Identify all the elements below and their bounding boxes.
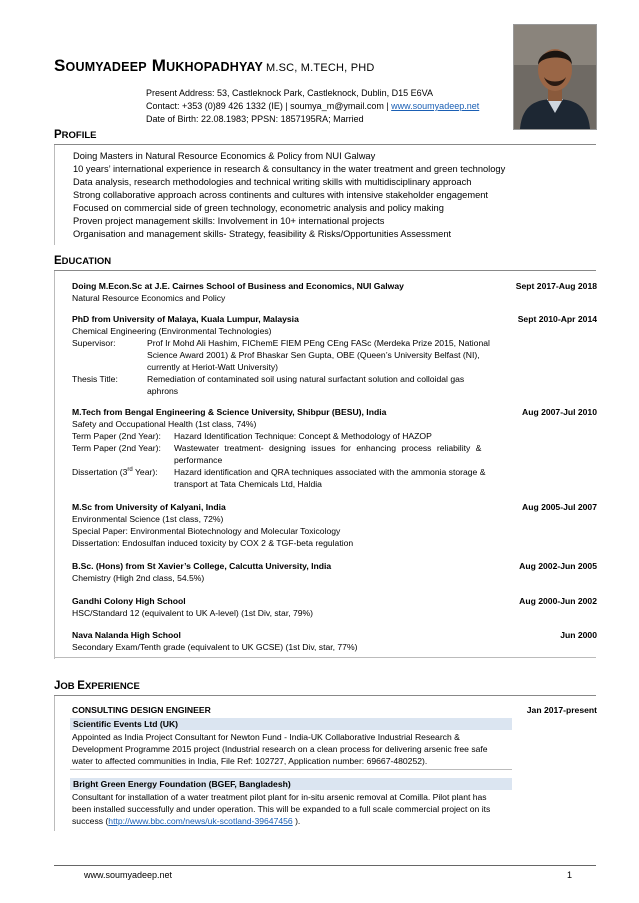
edu-msc-line: Dissertation: Endosulfan induced toxicity by COX 2 & TGF-beta regulation	[72, 538, 354, 548]
edu-phd-supervisor: Prof Ir Mohd Ali Hashim, FIChemE FIEM PEng CEng FASc (Merdeka Prize 2015, National	[147, 338, 490, 348]
bbc-news-link[interactable]: http://www.bbc.com/news/uk-scotland-39647456	[108, 816, 293, 826]
edu-phd-title: PhD from University of Malaya, Kuala Lumpur, Malaysia	[72, 314, 299, 324]
org2-line: Consultant for installation of a water treatment pilot plant for in-situ arsenic removal at Comilla. Pilot plant has	[72, 792, 487, 802]
edu-msc-date: Aug 2005-Jul 2007	[522, 502, 597, 512]
education-side-rule	[54, 271, 55, 659]
contact-line: Contact: +353 (0)89 426 1332 (IE) | soumya_m@ymail.com | www.soumyadeep.net	[146, 101, 480, 111]
date-of-birth: Date of Birth: 22.08.1983; PPSN: 1857195RA; Married	[146, 114, 364, 124]
edu-mtech-diss: transport at Tata Chemicals Ltd, Haldia	[174, 479, 322, 489]
jobs-side-rule	[54, 696, 55, 831]
profile-line: 10 years’ international experience in research & consultancy in the water treatment and green technology	[73, 164, 506, 174]
profile-line: Proven project management skills: Involvement in 10+ international projects	[73, 216, 385, 226]
org2-line: success (http://www.bbc.com/news/uk-scotland-39647456 ).	[72, 816, 301, 826]
jobs-rule	[54, 695, 596, 696]
edu-msc-line: Special Paper: Environmental Biotechnology and Molecular Toxicology	[72, 526, 341, 536]
website-link[interactable]: www.soumyadeep.net	[391, 101, 480, 111]
education-end-rule	[54, 657, 596, 658]
edu-hsc-sub: HSC/Standard 12 (equivalent to UK A-level) (1st Div, star, 79%)	[72, 608, 314, 618]
edu-phd-thesis: Remediation of contaminated soil using natural surfactant solution and colloidal gas	[147, 374, 465, 384]
education-heading: EDUCATION	[54, 255, 112, 267]
org1-line: Development Programme 2015 project (Industrial research on a clean process for delivering arsenic free safe	[72, 744, 488, 754]
edu-mtech-tp2: performance	[174, 455, 223, 465]
edu-phd-thesis: aphrons	[147, 386, 179, 396]
profile-side-rule	[54, 145, 55, 245]
edu-bsc-title: B.Sc. (Hons) from St Xavier’s College, Calcutta University, India	[72, 561, 332, 571]
edu-hsc-title: Gandhi Colony High School	[72, 596, 186, 606]
edu-mtech-diss: Hazard identification and QRA techniques associated with the ammonia storage &	[174, 467, 486, 477]
edu-phd-thesis-label: Thesis Title:	[72, 374, 118, 384]
edu-bsc-sub: Chemistry (High 2nd class, 54.5%)	[72, 573, 205, 583]
edu-mtech-diss-label: Dissertation (3rd Year):	[72, 467, 158, 477]
footer-rule	[54, 865, 596, 866]
edu-mtech-title: M.Tech from Bengal Engineering & Science University, Shibpur (BESU), India	[72, 407, 387, 417]
org1-name: Scientific Events Ltd (UK)	[73, 719, 179, 729]
profile-photo	[513, 24, 597, 130]
edu-phd-supervisor: currently at Heriot-Watt University)	[147, 362, 278, 372]
degrees: M.SC, M.TECH, PHD	[266, 62, 375, 74]
profile-line: Strong collaborative approach across continents and cultures with intensive stakeholder engagement	[73, 190, 488, 200]
edu-mtech-sub: Safety and Occupational Health (1st class, 74%)	[72, 419, 257, 429]
edu-sec-title: Nava Nalanda High School	[72, 630, 181, 640]
profile-line: Focused on commercial side of green technology, econometric analysis and policy making	[73, 203, 444, 213]
job-date: Jan 2017-present	[526, 705, 597, 715]
profile-heading: PROFILE	[54, 129, 97, 141]
edu-sec-sub: Secondary Exam/Tenth grade (equivalent to UK GCSE) (1st Div, star, 77%)	[72, 642, 358, 652]
edu-phd-sub: Chemical Engineering (Environmental Technologies)	[72, 326, 272, 336]
edu-bsc-date: Aug 2002-Jun 2005	[519, 561, 597, 571]
jobs-heading: JOB EXPERIENCE	[54, 680, 140, 692]
edu-mtech-tp2: Wastewater treatment- designing issues for enhancing process reliability &	[174, 443, 482, 453]
candidate-name: SOUMYADEEP MUKHOPADHYAY M.SC, M.TECH, PHD	[54, 56, 375, 75]
edu-phd-supervisor: Science Award 2001) & Prof Bhaskar Sen Gupta, OBE (Queen’s University Belfast (NI),	[147, 350, 480, 360]
footer-website: www.soumyadeep.net	[84, 870, 173, 880]
edu-msc-title: M.Sc from University of Kalyani, India	[72, 502, 226, 512]
profile-line: Organisation and management skills- Strategy, feasibility & Risks/Opportunities Assessment	[73, 229, 452, 239]
education-rule	[54, 270, 596, 271]
profile-line: Data analysis, research methodologies and technical writing skills with multidisciplinary approach	[73, 177, 472, 187]
org2-name: Bright Green Energy Foundation (BGEF, Bangladesh)	[73, 779, 291, 789]
org1-end-rule	[70, 769, 512, 770]
edu-phd-supervisor-label: Supervisor:	[72, 338, 116, 348]
profile-line: Doing Masters in Natural Resource Economics & Policy from NUI Galway	[73, 151, 376, 161]
edu-msc-line: Environmental Science (1st class, 72%)	[72, 514, 224, 524]
edu-phd-date: Sept 2010-Apr 2014	[517, 314, 597, 324]
edu-mtech-date: Aug 2007-Jul 2010	[522, 407, 597, 417]
edu-masters-sub: Natural Resource Economics and Policy	[72, 293, 226, 303]
job-role: CONSULTING DESIGN ENGINEER	[72, 705, 211, 715]
org1-line: Appointed as India Project Consultant for Newton Fund - India-UK Collaborative Industrial Research &	[72, 732, 460, 742]
page-number: 1	[566, 870, 572, 880]
present-address: Present Address: 53, Castleknock Park, Castleknock, Dublin, D15 E6VA	[146, 88, 433, 98]
profile-rule	[54, 144, 596, 145]
edu-hsc-date: Aug 2000-Jun 2002	[519, 596, 597, 606]
edu-sec-date: Jun 2000	[560, 630, 597, 640]
edu-masters-title: Doing M.Econ.Sc at J.E. Cairnes School of Business and Economics, NUI Galway	[72, 281, 404, 291]
edu-mtech-tp1: Hazard Identification Technique: Concept & Methodology of HAZOP	[174, 431, 432, 441]
org1-line: water to affected communities in India, File Ref: 102727, Application number: 69667-480252).	[72, 756, 428, 766]
edu-mtech-tp2-label: Term Paper (2nd Year):	[72, 443, 161, 453]
org2-line: been installed successfully and under operation. This will be expanded to a full scale commercial project on its	[72, 804, 491, 814]
edu-masters-date: Sept 2017-Aug 2018	[515, 281, 597, 291]
edu-mtech-tp1-label: Term Paper (2nd Year):	[72, 431, 161, 441]
